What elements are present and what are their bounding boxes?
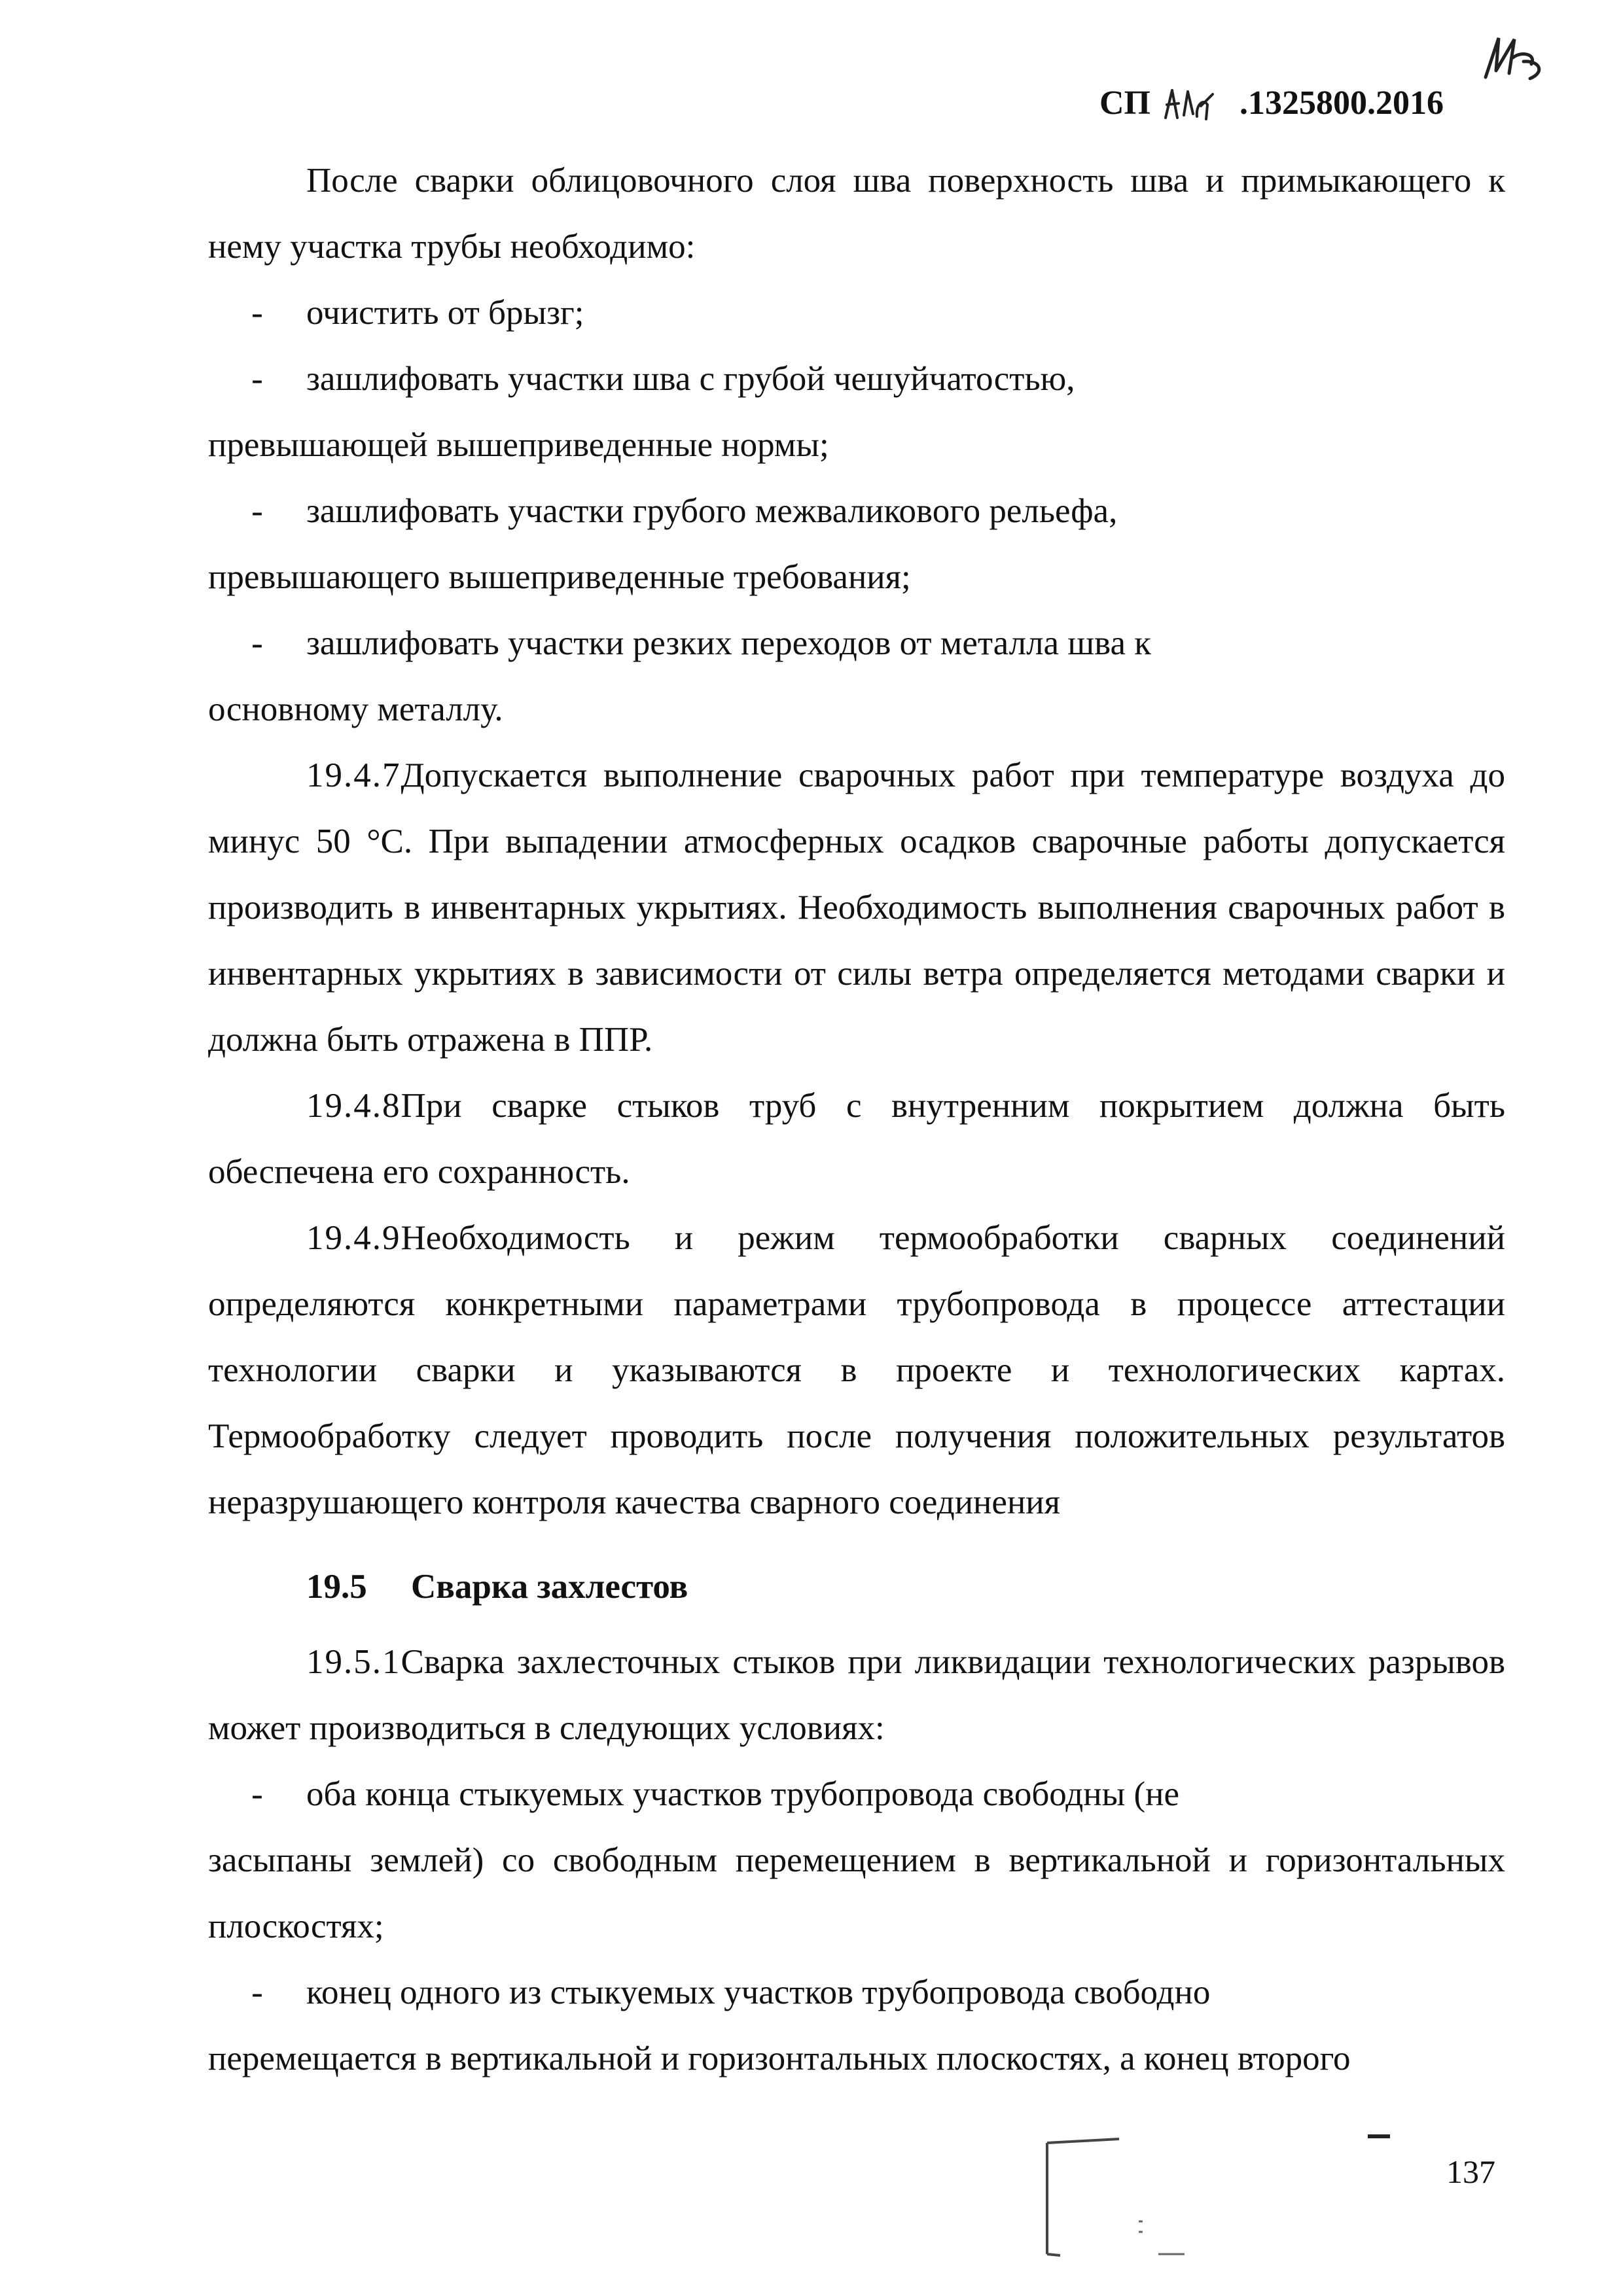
page-number: 137 [1446,2153,1495,2190]
handwritten-143-mark [1474,31,1578,103]
section-title: Сварка захлестов [411,1568,688,1606]
paragraph-after-welding: После сварки облицовочного слоя шва поверхность шва и примыкающего к нему участка трубы необходимо: [208,162,1505,266]
list-item-text: оба конца стыкуемых участков трубопровода свободны (не [306,1775,1179,1813]
list-item-text: зашлифовать участки шва с грубой чешуйчатостью, [306,360,1075,398]
clause-text: При сварке стыков труб с внутренним покрытием должна быть обеспечена его сохранность. [208,1087,1505,1191]
list-item-grind-scaly [208,346,1505,412]
list-item-clean-spatter [208,280,1505,346]
list-item-continuation: засыпаны землей) со свободным перемещением в вертикальной и горизонтальных плоскостях; [208,1841,1505,1945]
clause-number: 19.5.1 [306,1643,401,1681]
list-item-grind-transitions [208,610,1505,677]
section-heading-19-5 [208,1554,1505,1620]
handwritten-code-mark [1159,85,1224,124]
list-item-grind-relief [208,478,1505,544]
doc-code-handwritten [1159,85,1231,128]
clause-number: 19.4.8 [306,1087,401,1125]
list-dash: - [251,1775,263,1813]
list-item-continuation: превышающей вышеприведенные нормы; [208,426,829,464]
handwritten-page-number [1474,31,1578,103]
stamp-bracket [1041,2130,1211,2261]
clause-19-4-8 [208,1073,1505,1205]
clause-19-4-7 [208,743,1505,1073]
body-text [208,148,1505,2092]
doc-code-prefix: СП [1099,84,1150,122]
clause-number: 19.4.7 [306,756,401,794]
doc-code-suffix: .1325800.2016 [1240,84,1444,122]
clause-text: Допускается выполнение сварочных работ при температуре воздуха до минус 50 °С. При выпадении атмосферных осадков сварочные работы допускается производить в инвентарных укрытиях. Необходимость выполнения сварочных работ в инвентарных укрытиях в зависимости от силы ветра определяется методами сварки и должна быть отражена в ППР. [208,756,1505,1059]
list-item-continuation: превышающего вышеприведенные требования; [208,558,911,596]
list-dash: - [251,294,263,332]
list-dash: - [251,624,263,662]
clause-19-5-1 [208,1629,1505,1761]
footer-tick-mark [1368,2134,1390,2138]
list-item-text: очистить от брызг; [306,294,584,332]
clause-text: Необходимость и режим термообработки сварных соединений определяются конкретными параметрами трубопровода в процессе аттестации технологии сварки и указываются в проекте и технологических картах. Термообработку следует проводить после получения положительных результатов неразрушающего контроля качества сварного соединения [208,1219,1505,1521]
list-item-continuation: основному металлу. [208,690,503,728]
clause-text: Сварка захлесточных стыков при ликвидации технологических разрывов может производиться в следующих условиях: [208,1643,1505,1747]
list-item-text: конец одного из стыкуемых участков трубопровода свободно [306,1973,1211,2011]
list-dash: - [251,492,263,530]
stamp-bracket-mark [1041,2130,1211,2261]
section-number: 19.5 [306,1568,367,1606]
list-item-text: зашлифовать участки резких переходов от металла шва к [306,624,1151,662]
clause-number: 19.4.9 [306,1219,401,1257]
list-item-text: зашлифовать участки грубого межваликового рельефа, [306,492,1118,530]
document-code [1099,84,1444,128]
list-dash: - [251,360,263,398]
clause-19-4-9 [208,1205,1505,1536]
list-item-continuation: перемещается в вертикальной и горизонтальных плоскостях, а конец второго [208,2040,1351,2077]
list-item-one-end-free [208,1960,1505,2026]
list-dash: - [251,1973,263,2011]
list-item-both-ends-free [208,1761,1505,1828]
